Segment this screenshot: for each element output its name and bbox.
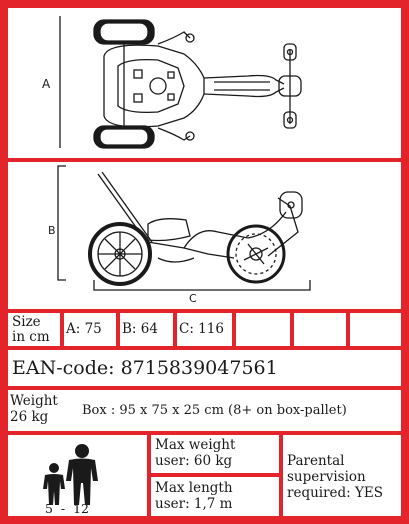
label-b: B	[48, 224, 56, 237]
ean-code: EAN-code: 8715839047561	[12, 357, 278, 379]
weight-cell	[8, 390, 401, 431]
max-weight-cell	[151, 435, 279, 473]
dimension-b-value: B: 64	[122, 321, 158, 337]
empty-cell-3	[350, 313, 401, 346]
weight-value: 26 kg	[10, 409, 49, 425]
empty-cell-1	[236, 313, 290, 346]
size-label-cell	[8, 313, 60, 346]
weight-label: Weight	[10, 393, 58, 409]
supervision-line1: Parental	[287, 453, 345, 469]
max-length-value: user: 1,7 m	[155, 496, 233, 512]
supervision-line2: supervision	[287, 469, 366, 485]
max-weight-label: Max weight	[155, 437, 236, 453]
kart-top-view-diagram	[8, 8, 401, 158]
age-cell	[8, 435, 147, 516]
max-length-label: Max length	[155, 480, 233, 496]
max-weight-value: user: 60 kg	[155, 453, 233, 469]
size-label: Size	[12, 314, 41, 330]
dimension-c-cell	[177, 313, 232, 346]
ean-cell	[8, 350, 401, 386]
kart-side-view-diagram	[8, 162, 401, 309]
supervision-cell	[283, 435, 401, 516]
label-a: A	[42, 77, 51, 91]
size-unit-label: in cm	[12, 329, 50, 345]
max-length-cell	[151, 477, 279, 516]
top-view-panel	[8, 8, 401, 158]
dimension-a-cell	[64, 313, 116, 346]
dimension-a-value: A: 75	[66, 321, 102, 337]
box-dimensions: Box : 95 x 75 x 25 cm (8+ on box-pallet)	[82, 403, 347, 418]
dimension-c-value: C: 116	[179, 321, 224, 337]
dimension-b-cell	[120, 313, 173, 346]
side-view-panel	[8, 162, 401, 309]
empty-cell-2	[294, 313, 346, 346]
supervision-line3: required: YES	[287, 485, 384, 501]
age-range: 5 - 12	[45, 501, 89, 516]
seat-body	[104, 45, 204, 127]
label-c: C	[189, 292, 197, 305]
